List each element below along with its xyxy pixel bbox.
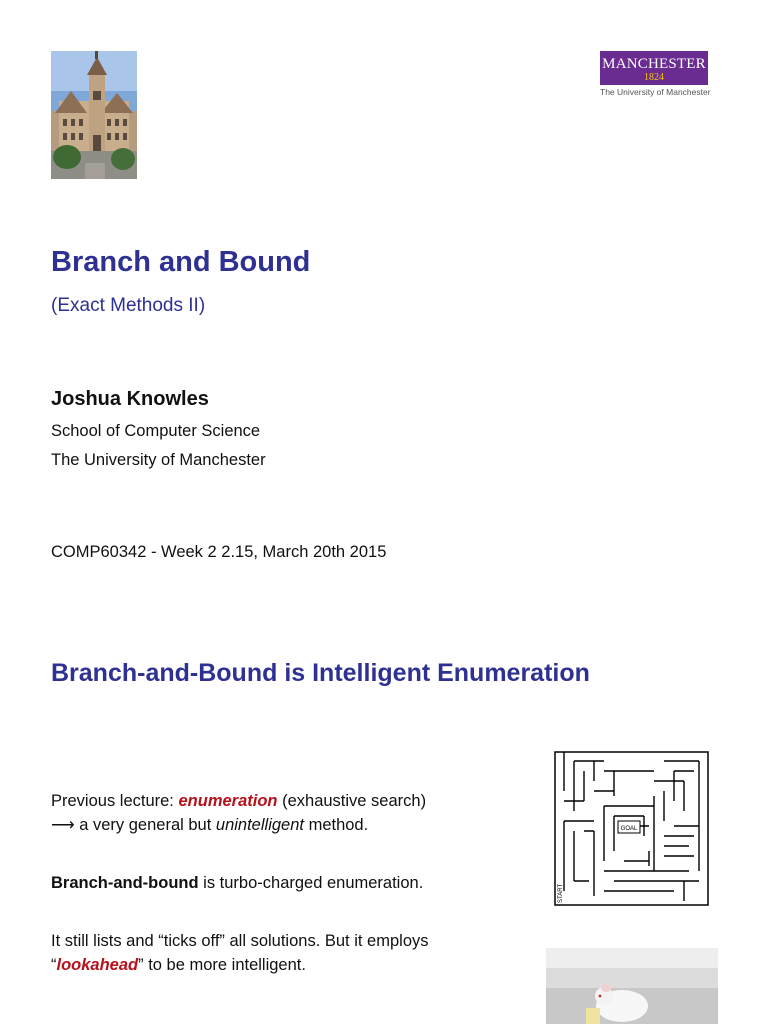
course-info: COMP60342 - Week 2 2.15, March 20th 2015 bbox=[51, 543, 387, 561]
paragraph-previous-lecture bbox=[51, 789, 426, 837]
text: (exhaustive search) bbox=[277, 792, 427, 810]
paragraph-line bbox=[51, 813, 426, 837]
university-name: The University of Manchester bbox=[51, 451, 266, 469]
paragraph-turbo-charged bbox=[51, 871, 423, 895]
paragraph-line bbox=[51, 953, 429, 977]
logo-wordmark: MANCHESTER bbox=[602, 56, 706, 72]
logo-subtitle: The University of Manchester bbox=[600, 87, 711, 97]
logo-year: 1824 bbox=[644, 72, 664, 83]
text: is turbo-charged enumeration. bbox=[198, 874, 424, 892]
paragraph-lookahead bbox=[51, 929, 429, 977]
maze-image bbox=[554, 751, 709, 906]
highlight-lookahead: lookahead bbox=[56, 956, 139, 974]
lab-mouse-photo bbox=[546, 948, 718, 1024]
author-name: Joshua Knowles bbox=[51, 388, 209, 410]
text: a very general but bbox=[74, 816, 216, 834]
highlight-enumeration: enumeration bbox=[178, 792, 278, 810]
paragraph-line: It still lists and “ticks off” all solutions. But it employs bbox=[51, 932, 429, 950]
maze-goal-label: GOAL bbox=[620, 826, 638, 832]
university-logo bbox=[600, 51, 711, 99]
slide-title: Branch and Bound bbox=[51, 246, 311, 278]
department: School of Computer Science bbox=[51, 422, 261, 440]
arrow-icon: ⟶ bbox=[51, 816, 75, 834]
section-heading: Branch-and-Bound is Intelligent Enumeration bbox=[51, 659, 590, 687]
university-building-photo bbox=[51, 51, 137, 179]
text: method. bbox=[303, 816, 369, 834]
bold-branch-and-bound: Branch-and-bound bbox=[51, 874, 199, 892]
slide-subtitle: (Exact Methods II) bbox=[51, 295, 206, 316]
emphasis-unintelligent: unintelligent bbox=[215, 816, 304, 834]
maze-start-label: START bbox=[558, 883, 564, 903]
text: “ bbox=[51, 956, 57, 974]
text: ” to be more intelligent. bbox=[138, 956, 306, 974]
paragraph-line bbox=[51, 789, 426, 813]
text: Previous lecture: bbox=[51, 792, 179, 810]
